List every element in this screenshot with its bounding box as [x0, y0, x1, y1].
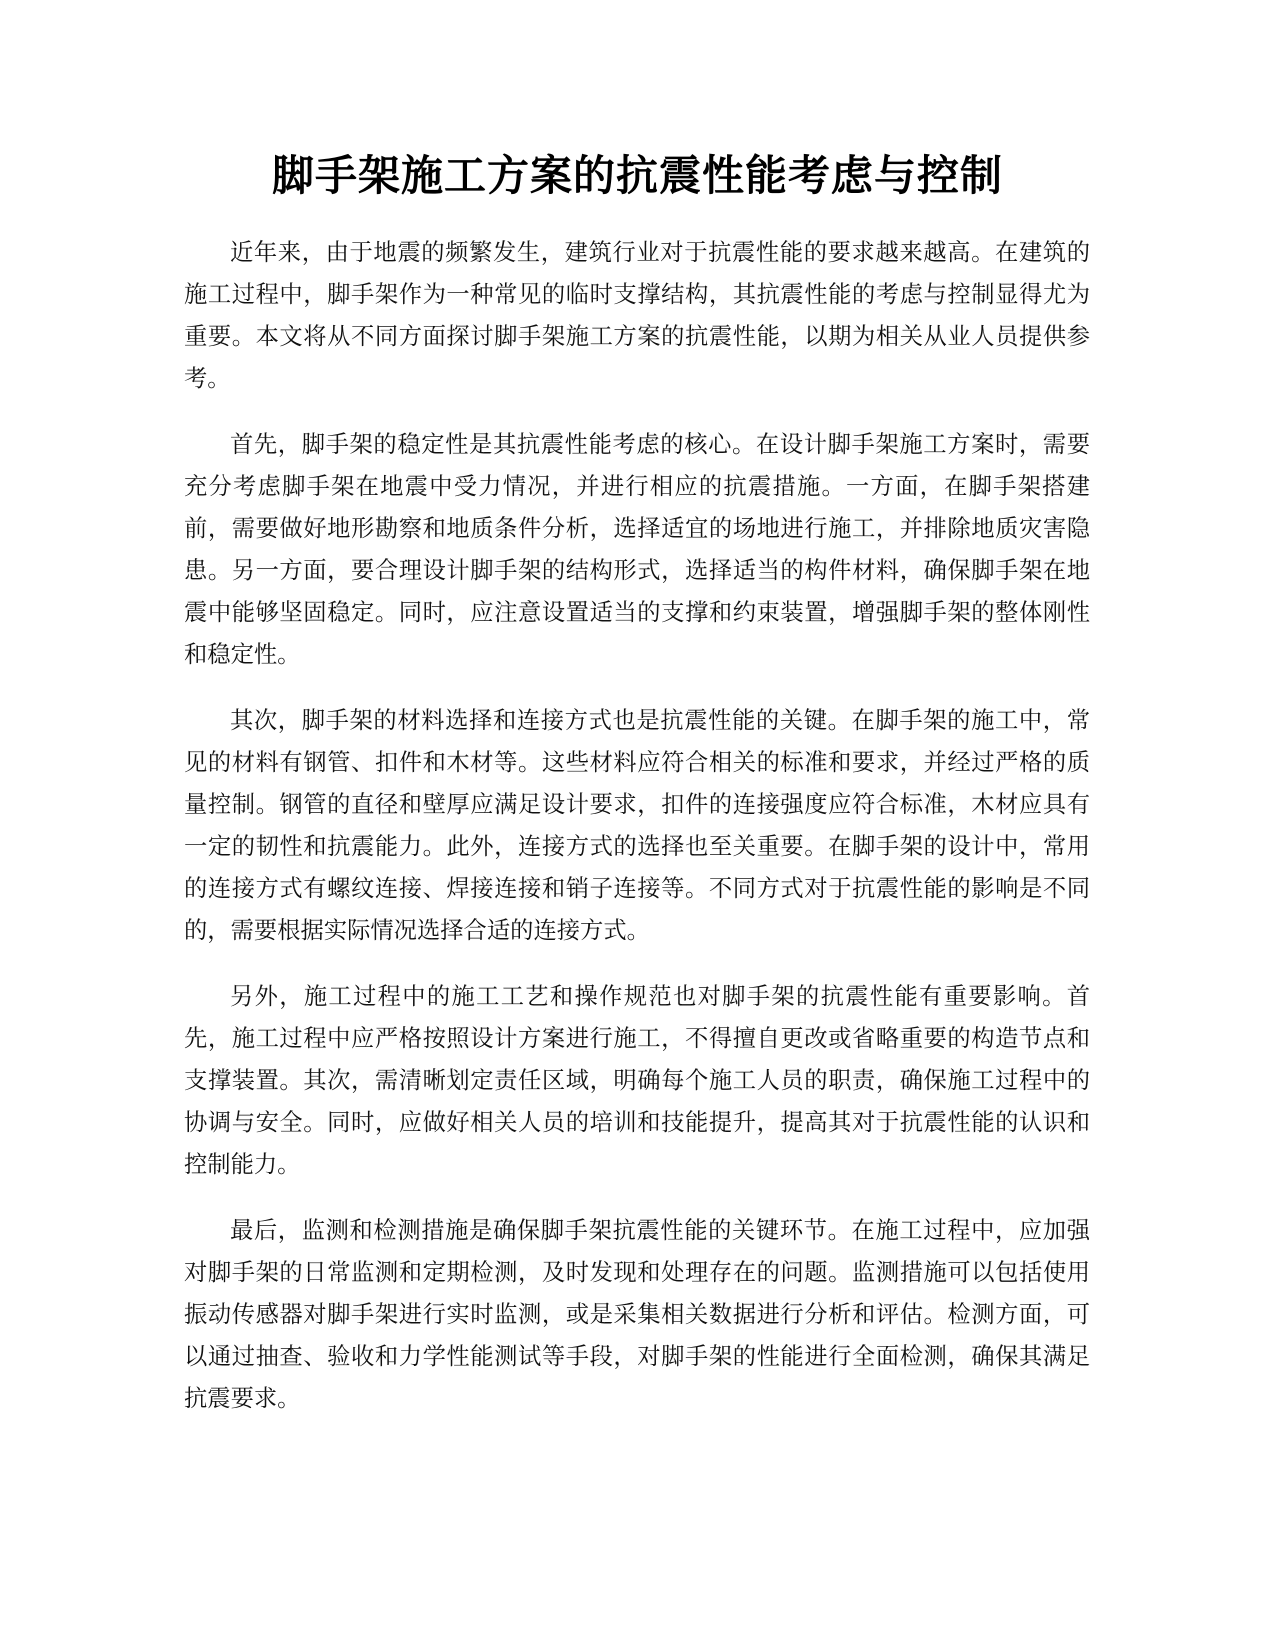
document-title: 脚手架施工方案的抗震性能考虑与控制 — [271, 151, 1003, 200]
paragraph-stability: 首先，脚手架的稳定性是其抗震性能考虑的核心。在设计脚手架施工方案时，需要充分考虑脚手架在地震中受力情况，并进行相应的抗震措施。一方面，在脚手架搭建前，需要做好地形勘察和地质条件分析，选择适宜的场地进行施工，并排除地质灾害隐患。另一方面，要合理设计脚手架的结构形式，选择适当的构件材料，确保脚手架在地震中能够坚固稳定。同时，应注意设置适当的支撑和约束装置，增强脚手架的整体刚性和稳定性。 — [184, 431, 1090, 668]
paragraph-process: 另外，施工过程中的施工工艺和操作规范也对脚手架的抗震性能有重要影响。首先，施工过程中应严格按照设计方案进行施工，不得擅自更改或省略重要的构造节点和支撑装置。其次，需清晰划定责任区域，明确每个施工人员的职责，确保施工过程中的协调与安全。同时，应做好相关人员的培训和技能提升，提高其对于抗震性能的认识和控制能力。 — [184, 983, 1090, 1178]
paragraph-intro: 近年来，由于地震的频繁发生，建筑行业对于抗震性能的要求越来越高。在建筑的施工过程中，脚手架作为一种常见的临时支撑结构，其抗震性能的考虑与控制显得尤为重要。本文将从不同方面探讨脚手架施工方案的抗震性能，以期为相关从业人员提供参考。 — [184, 239, 1090, 392]
paragraph-materials: 其次，脚手架的材料选择和连接方式也是抗震性能的关键。在脚手架的施工中，常见的材料有钢管、扣件和木材等。这些材料应符合相关的标准和要求，并经过严格的质量控制。钢管的直径和壁厚应满足设计要求，扣件的连接强度应符合标准，木材应具有一定的韧性和抗震能力。此外，连接方式的选择也至关重要。在脚手架的设计中，常用的连接方式有螺纹连接、焊接连接和销子连接等。不同方式对于抗震性能的影响是不同的，需要根据实际情况选择合适的连接方式。 — [184, 707, 1090, 944]
document-body — [184, 232, 1090, 1444]
paragraph-monitoring: 最后，监测和检测措施是确保脚手架抗震性能的关键环节。在施工过程中，应加强对脚手架的日常监测和定期检测，及时发现和处理存在的问题。监测措施可以包括使用振动传感器对脚手架进行实时监测，或是采集相关数据进行分析和评估。检测方面，可以通过抽查、验收和力学性能测试等手段，对脚手架的性能进行全面检测，确保其满足抗震要求。 — [184, 1217, 1090, 1412]
